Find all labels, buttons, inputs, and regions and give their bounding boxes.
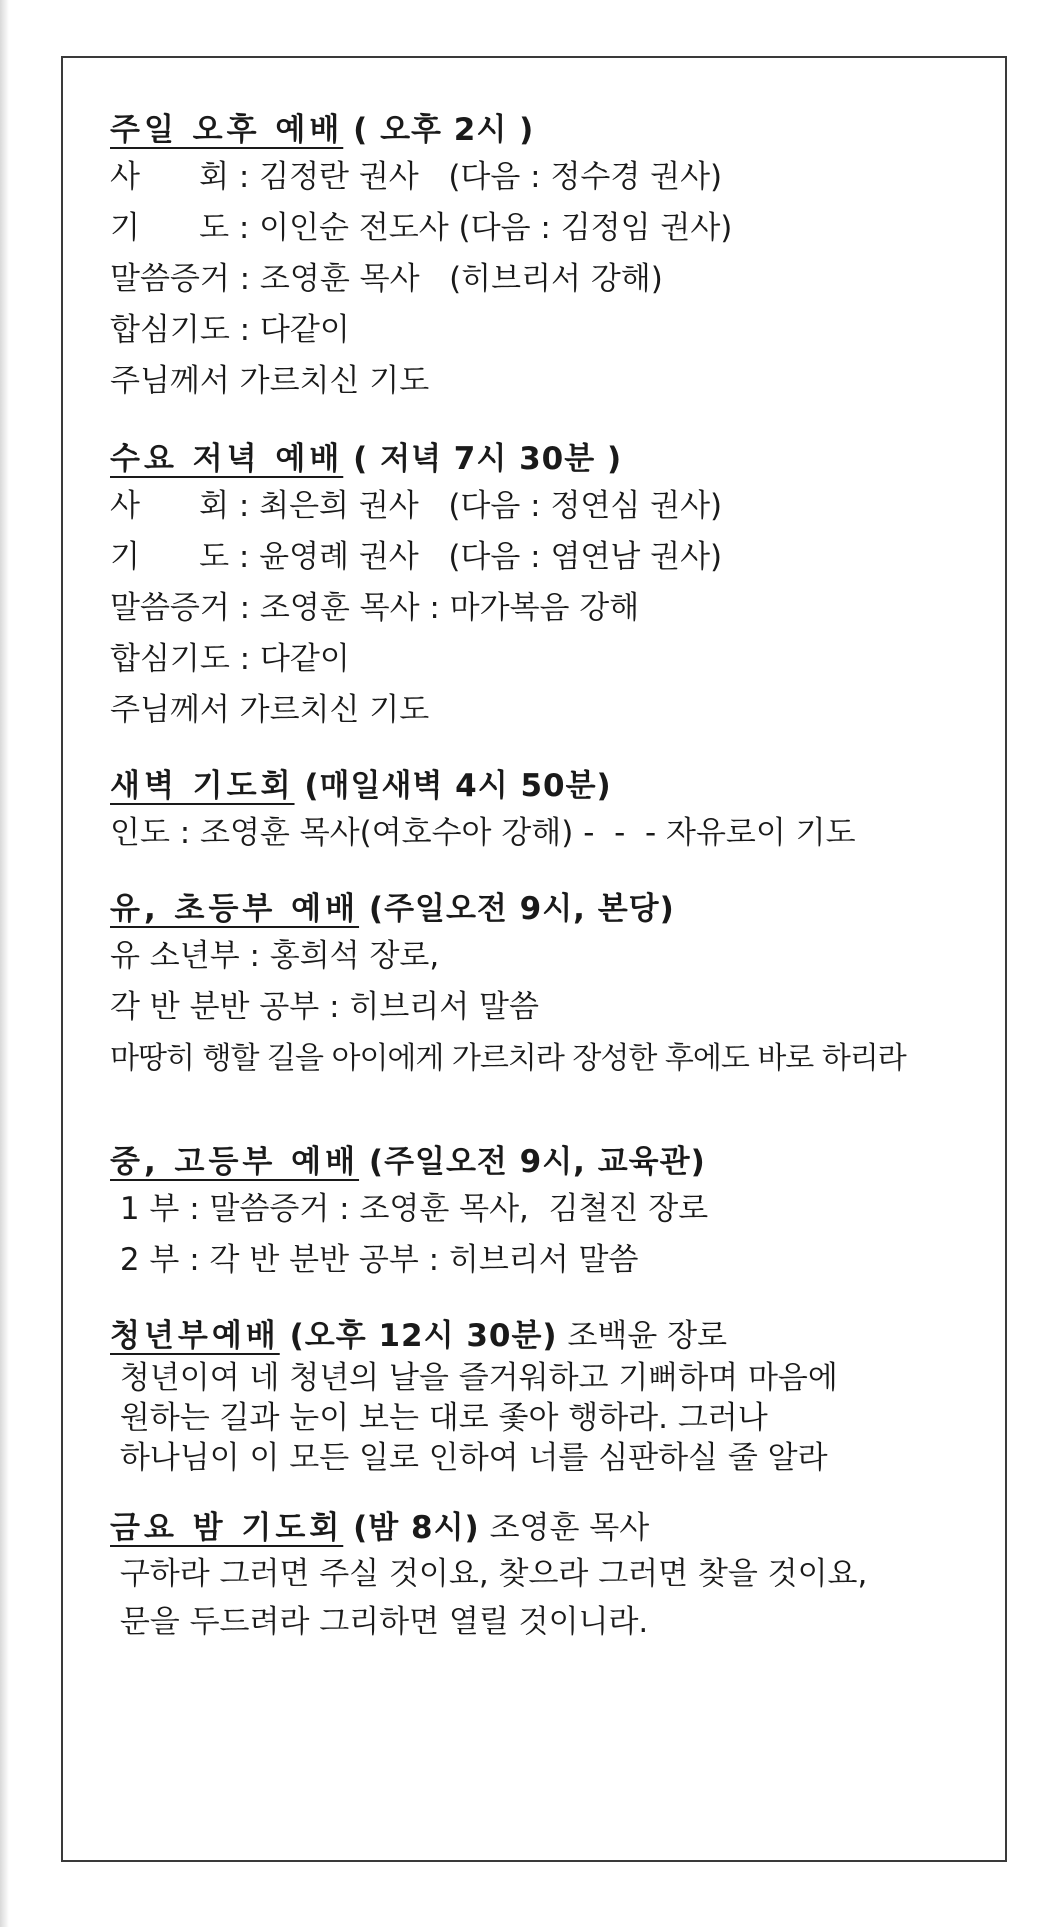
scan-edge-shadow bbox=[0, 0, 9, 1927]
section-title: 중, 고등부 예배 bbox=[110, 1144, 360, 1180]
verse-line: 청년이여 네 청년의 날을 즐거워하고 기뻐하며 마음에 bbox=[110, 1360, 838, 1396]
prayer-line: 기 도 : 이인순 전도사 (다음 : 김정임 권사) bbox=[110, 210, 733, 246]
section-heading bbox=[110, 764, 990, 808]
verse-line: 원하는 길과 눈이 보는 대로 좇아 행하라. 그러나 bbox=[110, 1400, 768, 1436]
section-time: (오후 12시 30분) bbox=[289, 1318, 558, 1354]
verse-line: 마땅히 행할 길을 아이에게 가르치라 장성한 후에도 바로 하리라 bbox=[110, 1041, 906, 1076]
verse-line: 하나님이 이 모든 일로 인하여 너를 심판하실 줄 알라 bbox=[110, 1440, 828, 1476]
section-heading bbox=[110, 887, 990, 931]
prayer-line: 기 도 : 윤영례 권사 (다음 : 염연남 권사) bbox=[110, 539, 723, 575]
leader-line: 사 회 : 최은희 권사 (다음 : 정연심 권사) bbox=[110, 488, 723, 524]
section-time: (밤 8시) bbox=[353, 1510, 480, 1546]
lords-prayer-line: 주님께서 가르치신 기도 bbox=[110, 363, 430, 399]
section-time: (매일새벽 4시 50분) bbox=[304, 768, 612, 804]
verse-line: 문을 두드려라 그리하면 열릴 것이니라. bbox=[110, 1604, 649, 1640]
section-elementary-service bbox=[110, 887, 990, 1084]
group-prayer-line: 합심기도 : 다같이 bbox=[110, 312, 350, 348]
verse-line: 구하라 그러면 주실 것이요, 찾으라 그러면 찾을 것이요, bbox=[110, 1556, 868, 1592]
worship-schedule bbox=[110, 108, 990, 1646]
section-sunday-afternoon-service bbox=[110, 108, 990, 407]
section-heading bbox=[110, 108, 990, 152]
teacher-line: 유 소년부 : 홍희석 장로, bbox=[110, 938, 440, 974]
section-title: 금요 밤 기도회 bbox=[110, 1510, 344, 1546]
section-title: 수요 저녁 예배 bbox=[110, 441, 344, 477]
sermon-line: 말씀증거 : 조영훈 목사 (히브리서 강해) bbox=[110, 261, 663, 297]
section-time: (주일오전 9시, 본당) bbox=[368, 891, 675, 927]
section-wednesday-evening-service bbox=[110, 437, 990, 736]
section-youth-service bbox=[110, 1140, 990, 1286]
section-dawn-prayer-meeting bbox=[110, 764, 990, 859]
section-title: 새벽 기도회 bbox=[110, 768, 295, 804]
part-two-line: 2 부 : 각 반 분반 공부 : 히브리서 말씀 bbox=[110, 1242, 639, 1278]
section-title: 유, 초등부 예배 bbox=[110, 891, 360, 927]
section-young-adult-service bbox=[110, 1314, 990, 1478]
section-time: ( 저녁 7시 30분 ) bbox=[353, 441, 623, 477]
part-one-line: 1 부 : 말씀증거 : 조영훈 목사, 김철진 장로 bbox=[110, 1191, 709, 1227]
section-friday-night-prayer bbox=[110, 1506, 990, 1646]
leader-line: 인도 : 조영훈 목사(여호수아 강해) - - - 자유로이 기도 bbox=[110, 815, 856, 851]
sermon-line: 말씀증거 : 조영훈 목사 : 마가복음 강해 bbox=[110, 590, 640, 626]
section-heading bbox=[110, 1314, 990, 1358]
section-title: 청년부예배 bbox=[110, 1318, 280, 1354]
section-heading bbox=[110, 1506, 990, 1550]
section-heading bbox=[110, 437, 990, 481]
section-heading bbox=[110, 1140, 990, 1184]
lords-prayer-line: 주님께서 가르치신 기도 bbox=[110, 692, 430, 728]
section-time: ( 오후 2시 ) bbox=[353, 112, 535, 148]
section-time: (주일오전 9시, 교육관) bbox=[368, 1144, 706, 1180]
group-prayer-line: 합심기도 : 다같이 bbox=[110, 641, 350, 677]
study-line: 각 반 분반 공부 : 히브리서 말씀 bbox=[110, 989, 539, 1025]
section-leader: 조영훈 목사 bbox=[489, 1510, 650, 1546]
leader-line: 사 회 : 김정란 권사 (다음 : 정수경 권사) bbox=[110, 159, 723, 195]
section-leader: 조백윤 장로 bbox=[567, 1318, 728, 1354]
section-title: 주일 오후 예배 bbox=[110, 112, 344, 148]
